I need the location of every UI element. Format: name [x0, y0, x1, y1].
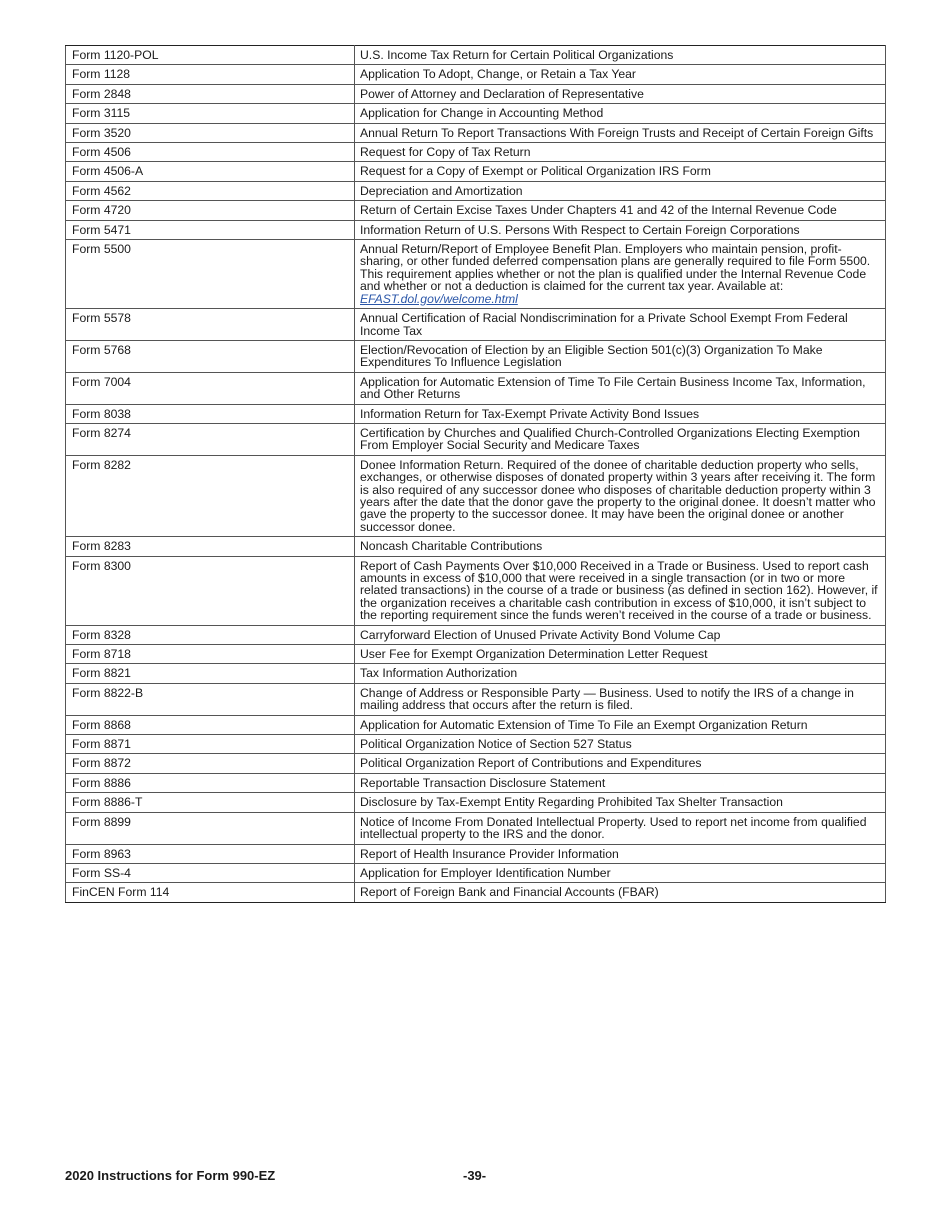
form-description-cell [355, 683, 886, 715]
form-description-cell [355, 46, 886, 65]
form-description-cell [355, 773, 886, 792]
form-description-cell [355, 883, 886, 902]
form-number-cell: Form 8872 [66, 754, 355, 773]
form-number-cell: Form 5578 [66, 309, 355, 341]
table-row [66, 754, 886, 773]
table-row [66, 537, 886, 556]
table-row [66, 664, 886, 683]
form-description-cell [355, 340, 886, 372]
form-description-text: Annual Return To Report Transactions With Foreign Trusts and Receipt of Certain Foreign Gifts [360, 125, 874, 140]
form-description-cell [355, 143, 886, 162]
form-description-text: Certification by Churches and Qualified Church-Controlled Organizations Electing Exemption From Employer Social Security and Medicare Taxes [360, 425, 860, 453]
form-description-text: User Fee for Exempt Organization Determination Letter Request [360, 647, 708, 662]
table-row [66, 556, 886, 625]
footer-document-title: 2020 Instructions for Form 990-EZ [65, 1168, 276, 1183]
form-description-cell [355, 123, 886, 142]
form-number-cell: Form 1120-POL [66, 46, 355, 65]
form-number-cell: Form 8886 [66, 773, 355, 792]
form-description-text: Report of Foreign Bank and Financial Accounts (FBAR) [360, 885, 659, 900]
table-row [66, 812, 886, 844]
form-description-cell [355, 309, 886, 341]
form-description-cell [355, 754, 886, 773]
form-description-text: Annual Return/Report of Employee Benefit Plan. Employers who maintain pension, profit-sharing, or other funded deferred compensation plans are generally required to file Form 5500. This requirement applies whether or not the plan is qualified under the Internal Revenue Code and whether or not a deduction is claimed for the current tax year. Available at: [360, 242, 871, 294]
form-number-cell: Form 3520 [66, 123, 355, 142]
form-description-text: Information Return for Tax-Exempt Private Activity Bond Issues [360, 406, 700, 421]
form-description-cell [355, 455, 886, 536]
form-number-cell: Form 8868 [66, 715, 355, 734]
form-number-cell: Form 8963 [66, 844, 355, 863]
form-description-text: Report of Cash Payments Over $10,000 Received in a Trade or Business. Used to report cash amounts in excess of $10,000 that were received in a single transaction (or in two or more related transactions) in the course of a trade or business (as defined in section 162). However, if the organization receives a charitable cash contribution in excess of $10,000, it isn’t subject to the reporting requirement since the funds weren’t received in the course of a trade or business. [360, 558, 878, 623]
form-number-cell: Form 8328 [66, 625, 355, 644]
table-row [66, 735, 886, 754]
form-description-cell [355, 423, 886, 455]
form-number-cell: FinCEN Form 114 [66, 883, 355, 902]
form-description-text: Reportable Transaction Disclosure Statement [360, 775, 606, 790]
table-row [66, 46, 886, 65]
table-row [66, 863, 886, 882]
table-row [66, 455, 886, 536]
table-row [66, 625, 886, 644]
form-number-cell: Form 4720 [66, 201, 355, 220]
table-row [66, 645, 886, 664]
form-number-cell: Form 7004 [66, 372, 355, 404]
form-number-cell: Form 4506 [66, 143, 355, 162]
form-description-text: Report of Health Insurance Provider Information [360, 846, 619, 861]
form-number-cell: Form 8300 [66, 556, 355, 625]
form-description-text: Information Return of U.S. Persons With Respect to Certain Foreign Corporations [360, 222, 800, 237]
table-row [66, 123, 886, 142]
form-description-text: Return of Certain Excise Taxes Under Chapters 41 and 42 of the Internal Revenue Code [360, 203, 837, 218]
form-description-cell [355, 404, 886, 423]
form-description-cell [355, 863, 886, 882]
form-number-cell: Form 5471 [66, 220, 355, 239]
form-description-cell [355, 372, 886, 404]
table-row [66, 162, 886, 181]
form-description-text: Application for Employer Identification Number [360, 865, 611, 880]
form-description-cell [355, 735, 886, 754]
form-number-cell: Form SS-4 [66, 863, 355, 882]
form-description-text: Carryforward Election of Unused Private Activity Bond Volume Cap [360, 627, 721, 642]
form-description-text: Tax Information Authorization [360, 666, 518, 681]
form-description-cell [355, 84, 886, 103]
form-description-cell [355, 201, 886, 220]
form-number-cell: Form 8282 [66, 455, 355, 536]
form-description-text: U.S. Income Tax Return for Certain Political Organizations [360, 48, 674, 62]
table-row [66, 844, 886, 863]
form-description-cell [355, 104, 886, 123]
form-description-text: Depreciation and Amortization [360, 183, 523, 198]
table-row [66, 372, 886, 404]
form-description-text: Request for a Copy of Exempt or Political Organization IRS Form [360, 164, 711, 179]
footer-page-number: -39- [463, 1168, 487, 1183]
form-description-cell [355, 162, 886, 181]
forms-table-body [66, 46, 886, 903]
form-description-cell [355, 537, 886, 556]
form-description-cell [355, 181, 886, 200]
table-row [66, 423, 886, 455]
form-description-text: Election/Revocation of Election by an Eligible Section 501(c)(3) Organization To Make Expenditures To Influence Legislation [360, 342, 823, 370]
table-row [66, 84, 886, 103]
form-description-text: Political Organization Notice of Section 527 Status [360, 737, 632, 752]
form-number-cell: Form 8274 [66, 423, 355, 455]
form-description-cell [355, 240, 886, 309]
form-description-cell [355, 65, 886, 84]
form-description-cell [355, 625, 886, 644]
form-number-cell: Form 4562 [66, 181, 355, 200]
form-description-text: Noncash Charitable Contributions [360, 539, 543, 554]
form-number-cell: Form 5768 [66, 340, 355, 372]
form-description-cell [355, 645, 886, 664]
form-description-cell [355, 556, 886, 625]
form-description-cell [355, 220, 886, 239]
form-description-text: Application for Automatic Extension of Time To File Certain Business Income Tax, Information, and Other Returns [360, 374, 866, 402]
form-number-cell: Form 5500 [66, 240, 355, 309]
form-description-cell [355, 812, 886, 844]
form-description-cell [355, 793, 886, 812]
form-description-cell [355, 844, 886, 863]
forms-table [65, 45, 886, 903]
form-number-cell: Form 8822-B [66, 683, 355, 715]
table-row [66, 143, 886, 162]
form-description-text: Change of Address or Responsible Party — Business. Used to notify the IRS of a change in mailing address that occurs after the return is filed. [360, 685, 854, 713]
form-number-cell: Form 8899 [66, 812, 355, 844]
form-number-cell: Form 8821 [66, 664, 355, 683]
form-number-cell: Form 8871 [66, 735, 355, 754]
efast-link[interactable]: EFAST.dol.gov/welcome.html [360, 291, 518, 306]
form-description-text: Application for Automatic Extension of Time To File an Exempt Organization Return [360, 717, 808, 732]
form-number-cell: Form 8718 [66, 645, 355, 664]
form-number-cell: Form 1128 [66, 65, 355, 84]
form-number-cell: Form 8886-T [66, 793, 355, 812]
table-row [66, 773, 886, 792]
table-row [66, 340, 886, 372]
table-row [66, 683, 886, 715]
table-row [66, 715, 886, 734]
form-description-text: Notice of Income From Donated Intellectual Property. Used to report net income from qualified intellectual property to the IRS and the donor. [360, 814, 867, 842]
table-row [66, 181, 886, 200]
form-description-text: Disclosure by Tax-Exempt Entity Regarding Prohibited Tax Shelter Transaction [360, 795, 783, 810]
form-description-text: Power of Attorney and Declaration of Representative [360, 86, 644, 101]
form-description-cell [355, 664, 886, 683]
form-description-cell [355, 715, 886, 734]
table-row [66, 65, 886, 84]
form-description-text: Donee Information Return. Required of the donee of charitable deduction property who sells, exchanges, or otherwise disposes of donated property within 3 years after receiving it. The form is also required of any successor donee who disposes of charitable deduction property within 3 years after the date that the donor gave the property to the original donee. It doesn’t matter who gave the property to the successor donee. It may have been the original donee or another successor donee. [360, 457, 876, 534]
form-description-text: Request for Copy of Tax Return [360, 145, 531, 160]
form-description-text: Annual Certification of Racial Nondiscrimination for a Private School Exempt From Federal Income Tax [360, 311, 848, 338]
form-description-text: Application To Adopt, Change, or Retain a Tax Year [360, 67, 636, 82]
table-row [66, 220, 886, 239]
table-row [66, 201, 886, 220]
form-number-cell: Form 4506-A [66, 162, 355, 181]
table-row [66, 883, 886, 902]
form-description-text: Political Organization Report of Contributions and Expenditures [360, 756, 702, 771]
table-row [66, 793, 886, 812]
table-row [66, 309, 886, 341]
form-number-cell: Form 8038 [66, 404, 355, 423]
table-row [66, 404, 886, 423]
form-number-cell: Form 2848 [66, 84, 355, 103]
table-row [66, 104, 886, 123]
table-row [66, 240, 886, 309]
form-number-cell: Form 3115 [66, 104, 355, 123]
form-number-cell: Form 8283 [66, 537, 355, 556]
form-description-text: Application for Change in Accounting Method [360, 106, 604, 121]
